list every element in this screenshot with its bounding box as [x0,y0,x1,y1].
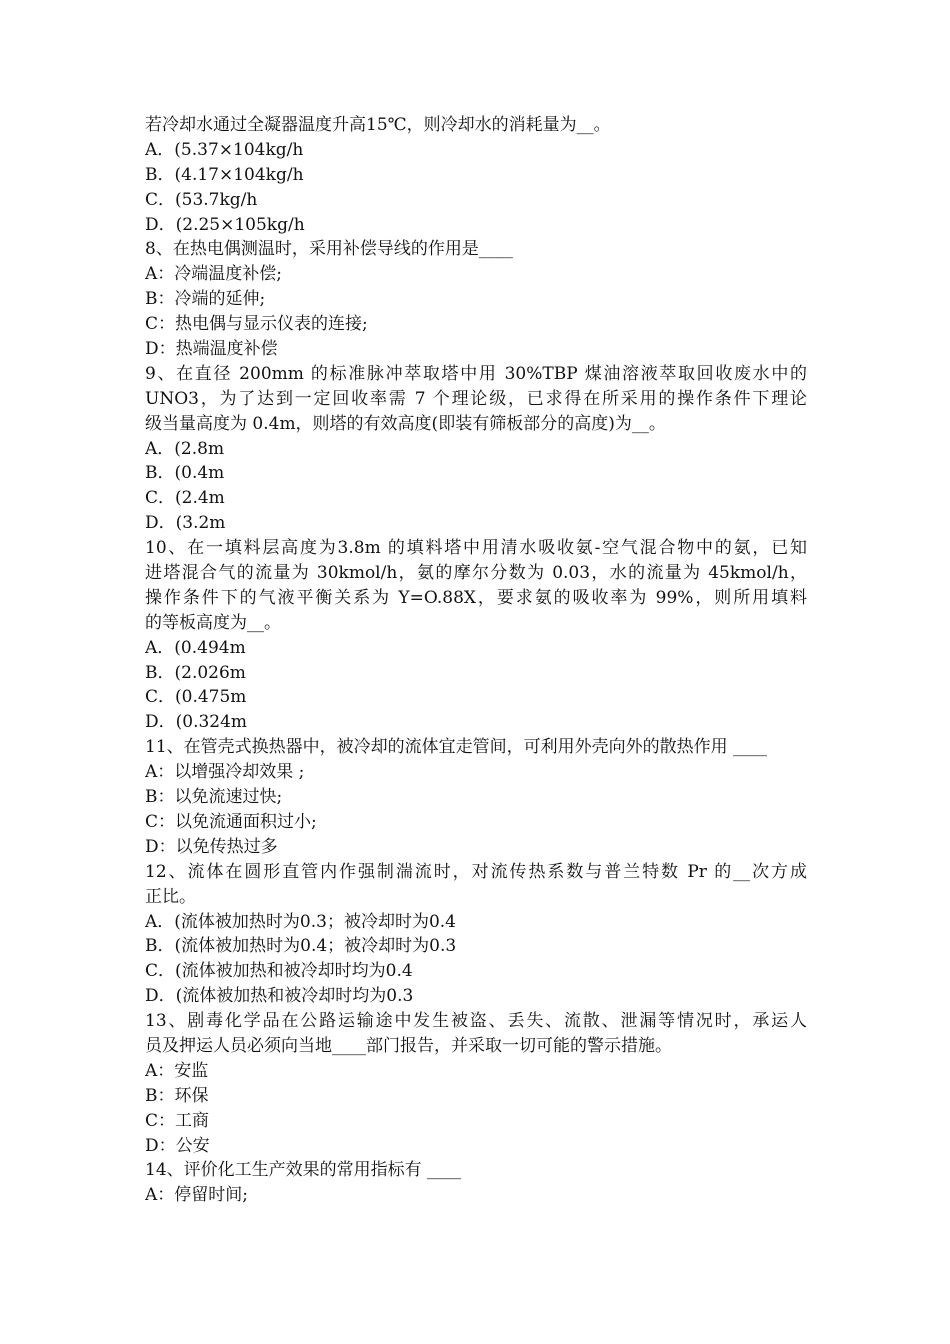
question-12-stem-line-2: 正比。 [145,886,196,907]
question-9-stem-line-3: 级当量高度为 0.4m，则塔的有效高度(即装有筛板部分的高度)为__。 [145,413,666,434]
question-13-option-b: B：环保 [145,1085,209,1106]
question-10-stem-line-1: 10、在一填料层高度为3.8m 的填料塔中用清水吸收氨-空气混合物中的氨，已知 [145,538,807,559]
question-11-option-d: D：以免传热过多 [145,836,278,857]
question-10-stem-line-3: 操作条件下的气液平衡关系为 Y=O.88X，要求氨的吸收率为 99%，则所用填料 [145,587,807,608]
question-7-stem-line: 若冷却水通过全凝器温度升高15℃，则冷却水的消耗量为__。 [145,115,611,135]
question-12-option-c: C．(流体被加热和被冷却时均为0.4 [145,961,413,982]
question-8-option-a: A：冷端温度补偿; [145,264,283,285]
question-10-stem-line-2: 进塔混合气的流量为 30kmol/h，氨的摩尔分数为 0.03，水的流量为 45kmol/h， [145,563,807,584]
question-10-option-b: B．(2.026m [145,662,246,683]
question-7-option-c: C．(53.7kg/h [145,189,258,210]
question-10-option-d: D．(0.324m [145,712,248,733]
question-7-option-b: B．(4.17×104kg/h [145,164,304,185]
question-11-option-a: A：以增强冷却效果 ; [145,762,305,783]
document-page [145,113,807,1208]
question-13-option-c: C：工商 [145,1110,210,1131]
question-14-option-a: A：停留时间; [145,1185,249,1206]
question-9-option-d: D．(3.2m [145,513,226,534]
question-8-stem: 8、在热电偶测温时，采用补偿导线的作用是____ [145,239,513,260]
question-9-option-a: A．(2.8m [145,438,225,459]
question-9-stem-line-1: 9、在直径 200mm 的标准脉冲萃取塔中用 30%TBP 煤油溶液萃取回收废水中的 [145,363,807,384]
question-13-option-d: D：公安 [145,1135,210,1156]
question-12-option-d: D．(流体被加热和被冷却时均为0.3 [145,986,414,1007]
question-10-option-a: A．(0.494m [145,637,246,658]
question-10-option-c: C．(0.475m [145,687,247,708]
question-12-option-a: A．(流体被加热时为0.3；被冷却时为0.4 [145,911,456,932]
question-10-stem-line-4: 的等板高度为__。 [145,612,281,633]
question-13-stem-line-1: 13、剧毒化学品在公路运输途中发生被盗、丢失、流散、泄漏等情况时，承运人 [145,1011,807,1032]
question-8-option-d: D：热端温度补偿 [145,339,278,360]
question-9-stem-line-2: UNO3，为了达到一定回收率需 7 个理论级，已求得在所采用的操作条件下理论 [145,388,807,409]
question-8-option-b: B：冷端的延伸; [145,289,266,310]
question-12-stem-line-1: 12、流体在圆形直管内作强制湍流时，对流传热系数与普兰特数 Pr 的__次方成 [145,861,807,882]
question-12-option-b: B．(流体被加热时为0.4；被冷却时为0.3 [145,936,457,957]
question-11-option-b: B：以免流速过快; [145,787,283,808]
question-11-option-c: C：以免流通面积过小; [145,811,317,832]
question-9-option-b: B．(0.4m [145,463,225,484]
question-13-stem-line-2: 员及押运人员必须向当地____部门报告，并采取一切可能的警示措施。 [145,1035,672,1056]
question-14-stem: 14、评价化工生产效果的常用指标有 ____ [145,1160,462,1181]
question-11-stem: 11、在管壳式换热器中，被冷却的流体宜走管间，可利用外壳向外的散热作用 ____ [145,737,768,758]
question-9-option-c: C．(2.4m [145,488,225,509]
question-13-option-a: A：安监 [145,1060,209,1081]
question-7-option-d: D．(2.25×105kg/h [145,214,305,235]
question-8-option-c: C：热电偶与显示仪表的连接; [145,314,368,335]
question-7-option-a: A．(5.37×104kg/h [145,139,304,160]
